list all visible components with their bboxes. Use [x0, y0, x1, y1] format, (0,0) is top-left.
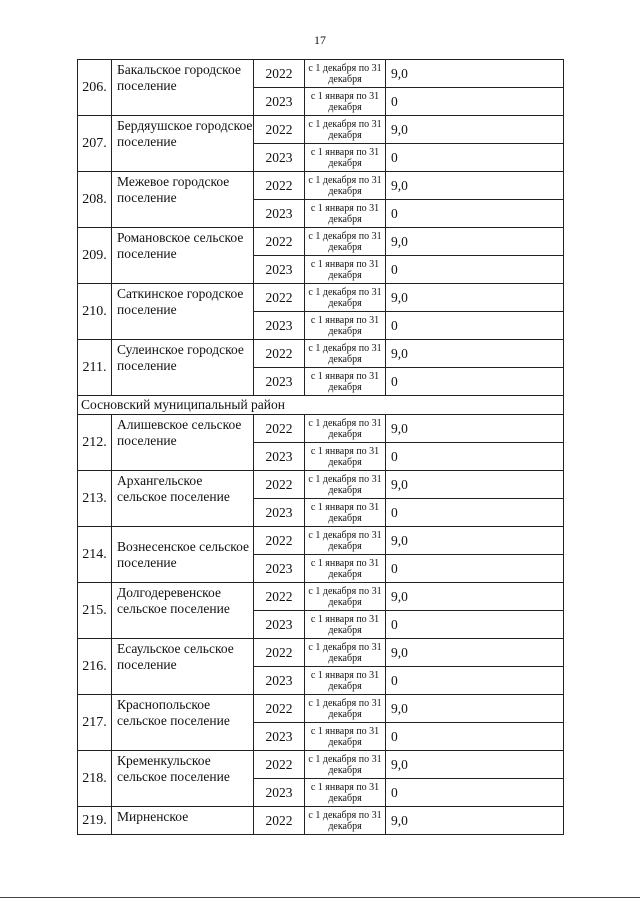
period-cell: с 1 декабря по 31 декабря [305, 695, 386, 723]
settlement-name: Архангельское сельское поселение [112, 471, 254, 527]
settlement-name: Бердяушское городское поселение [112, 116, 254, 172]
year-cell: 2022 [254, 172, 305, 200]
rate-cell: 9,0 [386, 751, 564, 779]
row-number: 219. [78, 807, 112, 835]
year-cell: 2022 [254, 695, 305, 723]
rate-cell: 9,0 [386, 60, 564, 88]
year-cell: 2023 [254, 200, 305, 228]
year-cell: 2023 [254, 88, 305, 116]
settlement-name: Бакальское городское поселение [112, 60, 254, 116]
rate-cell: 0 [386, 779, 564, 807]
year-cell: 2022 [254, 228, 305, 256]
period-cell: с 1 января по 31 декабря [305, 368, 386, 396]
period-cell: с 1 декабря по 31 декабря [305, 116, 386, 144]
year-cell: 2023 [254, 723, 305, 751]
period-cell: с 1 января по 31 декабря [305, 256, 386, 284]
period-cell: с 1 января по 31 декабря [305, 200, 386, 228]
year-cell: 2022 [254, 60, 305, 88]
table-row [78, 340, 564, 368]
period-cell: с 1 декабря по 31 декабря [305, 340, 386, 368]
settlement-name: Межевое городское поселение [112, 172, 254, 228]
table-row [78, 284, 564, 312]
year-cell: 2022 [254, 116, 305, 144]
rate-cell: 0 [386, 200, 564, 228]
rate-cell: 0 [386, 368, 564, 396]
period-cell: с 1 декабря по 31 декабря [305, 807, 386, 835]
rate-cell: 9,0 [386, 284, 564, 312]
rate-cell: 9,0 [386, 415, 564, 443]
year-cell: 2023 [254, 256, 305, 284]
table-row [78, 415, 564, 443]
row-number: 208. [78, 172, 112, 228]
period-cell: с 1 декабря по 31 декабря [305, 751, 386, 779]
year-cell: 2023 [254, 368, 305, 396]
row-number: 206. [78, 60, 112, 116]
year-cell: 2023 [254, 144, 305, 172]
row-number: 207. [78, 116, 112, 172]
rate-cell: 0 [386, 88, 564, 116]
period-cell: с 1 января по 31 декабря [305, 667, 386, 695]
year-cell: 2022 [254, 471, 305, 499]
year-cell: 2022 [254, 583, 305, 611]
table-row [78, 639, 564, 667]
rate-cell: 9,0 [386, 116, 564, 144]
settlement-name: Романовское сельское поселение [112, 228, 254, 284]
district-row [78, 396, 564, 415]
table-row [78, 172, 564, 200]
row-number: 209. [78, 228, 112, 284]
settlement-name: Мирненское [112, 807, 254, 835]
year-cell: 2023 [254, 667, 305, 695]
settlement-name: Есаульское сельское поселение [112, 639, 254, 695]
year-cell: 2023 [254, 312, 305, 340]
year-cell: 2023 [254, 779, 305, 807]
period-cell: с 1 декабря по 31 декабря [305, 284, 386, 312]
rate-cell: 9,0 [386, 639, 564, 667]
page-number: 17 [314, 33, 326, 47]
rate-cell: 9,0 [386, 583, 564, 611]
rate-cell: 0 [386, 555, 564, 583]
rate-cell: 0 [386, 256, 564, 284]
table-row [78, 116, 564, 144]
row-number: 212. [78, 415, 112, 471]
year-cell: 2022 [254, 751, 305, 779]
period-cell: с 1 декабря по 31 декабря [305, 471, 386, 499]
row-number: 213. [78, 471, 112, 527]
rate-cell: 0 [386, 611, 564, 639]
rate-cell: 0 [386, 144, 564, 172]
year-cell: 2023 [254, 611, 305, 639]
year-cell: 2022 [254, 639, 305, 667]
table-row [78, 60, 564, 88]
period-cell: с 1 декабря по 31 декабря [305, 583, 386, 611]
rate-cell: 0 [386, 499, 564, 527]
row-number: 215. [78, 583, 112, 639]
rate-cell: 0 [386, 667, 564, 695]
settlement-name: Кременкульское сельское поселение [112, 751, 254, 807]
year-cell: 2022 [254, 340, 305, 368]
settlement-name: Алишевское сельское поселение [112, 415, 254, 471]
table-row [78, 695, 564, 723]
table-row [78, 583, 564, 611]
row-number: 216. [78, 639, 112, 695]
period-cell: с 1 декабря по 31 декабря [305, 527, 386, 555]
row-number: 214. [78, 527, 112, 583]
row-number: 217. [78, 695, 112, 751]
rates-table [77, 59, 564, 835]
rate-cell: 9,0 [386, 172, 564, 200]
period-cell: с 1 декабря по 31 декабря [305, 415, 386, 443]
period-cell: с 1 января по 31 декабря [305, 443, 386, 471]
period-cell: с 1 декабря по 31 декабря [305, 228, 386, 256]
rate-cell: 9,0 [386, 695, 564, 723]
district-heading: Сосновский муниципальный район [78, 396, 564, 415]
period-cell: с 1 января по 31 декабря [305, 144, 386, 172]
period-cell: с 1 декабря по 31 декабря [305, 60, 386, 88]
rate-cell: 9,0 [386, 527, 564, 555]
rate-cell: 9,0 [386, 340, 564, 368]
settlement-name: Саткинское городское поселение [112, 284, 254, 340]
table-row [78, 751, 564, 779]
rate-cell: 0 [386, 443, 564, 471]
rate-cell: 9,0 [386, 807, 564, 835]
page-bottom-edge [0, 897, 640, 898]
settlement-name: Вознесенское сельское поселение [112, 527, 254, 583]
year-cell: 2022 [254, 807, 305, 835]
period-cell: с 1 января по 31 декабря [305, 779, 386, 807]
period-cell: с 1 января по 31 декабря [305, 499, 386, 527]
rate-cell: 9,0 [386, 471, 564, 499]
rate-cell: 0 [386, 312, 564, 340]
period-cell: с 1 января по 31 декабря [305, 88, 386, 116]
rate-cell: 9,0 [386, 228, 564, 256]
settlement-name: Сулеинское городское поселение [112, 340, 254, 396]
settlement-name: Краснопольское сельское поселение [112, 695, 254, 751]
table-row [78, 527, 564, 555]
row-number: 218. [78, 751, 112, 807]
settlement-name: Долгодеревенское сельское поселение [112, 583, 254, 639]
rate-cell: 0 [386, 723, 564, 751]
year-cell: 2022 [254, 284, 305, 312]
year-cell: 2022 [254, 415, 305, 443]
period-cell: с 1 декабря по 31 декабря [305, 639, 386, 667]
row-number: 210. [78, 284, 112, 340]
period-cell: с 1 января по 31 декабря [305, 312, 386, 340]
table-row [78, 807, 564, 835]
year-cell: 2022 [254, 527, 305, 555]
row-number: 211. [78, 340, 112, 396]
period-cell: с 1 декабря по 31 декабря [305, 172, 386, 200]
year-cell: 2023 [254, 443, 305, 471]
period-cell: с 1 января по 31 декабря [305, 555, 386, 583]
year-cell: 2023 [254, 499, 305, 527]
table-body [78, 60, 564, 835]
table-row [78, 471, 564, 499]
year-cell: 2023 [254, 555, 305, 583]
period-cell: с 1 января по 31 декабря [305, 723, 386, 751]
table-row [78, 228, 564, 256]
period-cell: с 1 января по 31 декабря [305, 611, 386, 639]
